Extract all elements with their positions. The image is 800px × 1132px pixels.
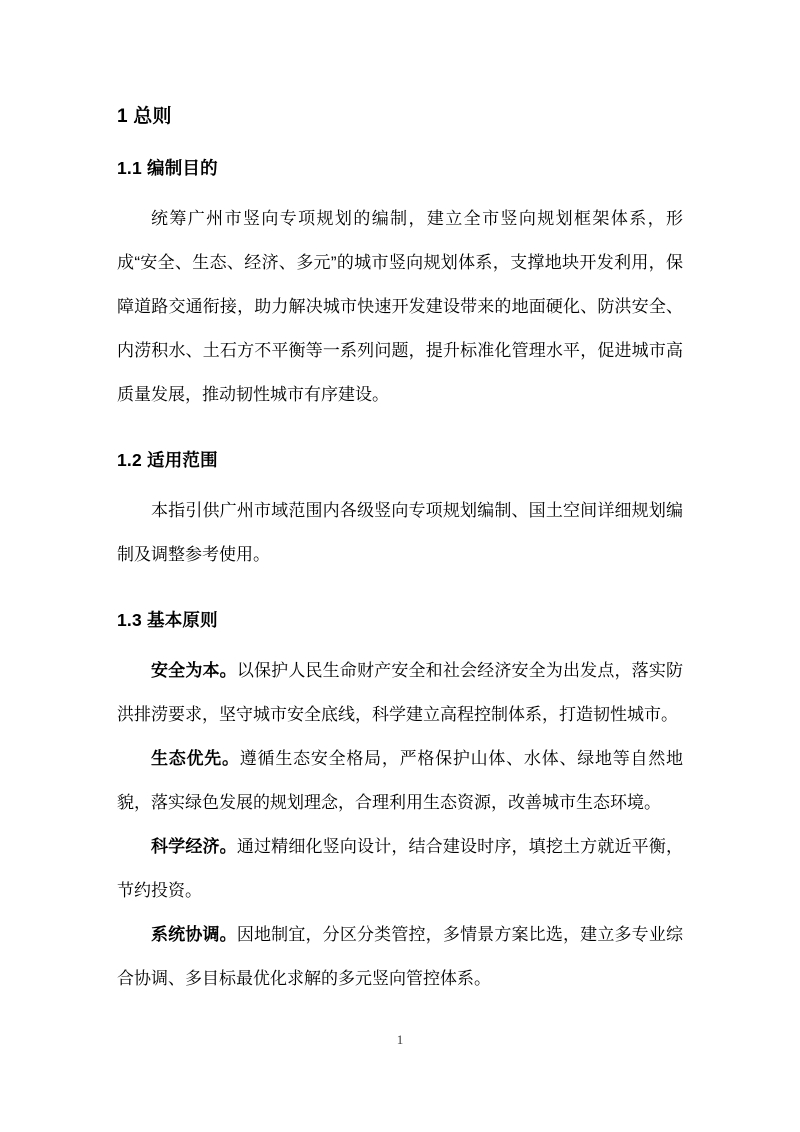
spacer <box>117 180 683 197</box>
section-heading-1-2: 1.2 适用范围 <box>117 450 218 470</box>
spacer <box>117 417 683 448</box>
principle-text: 因地制宜，分区分类管控，多情景方案比选，建立多专业综合协调、多目标最优化求解的多元竖向管控体系。 <box>117 925 684 988</box>
principle-item <box>117 825 683 913</box>
section-heading-1-3: 1.3 基本原则 <box>117 610 218 630</box>
paragraph-scope: 本指引供广州市域范围内各级竖向专项规划编制、国土空间详细规划编制及调整参考使用。 <box>117 501 683 564</box>
page-content <box>117 104 683 1001</box>
section-heading-1-1: 1.1 编制目的 <box>117 158 218 178</box>
spacer <box>117 577 683 608</box>
principle-item <box>117 913 683 1001</box>
principle-text: 通过精细化竖向设计，结合建设时序，填挖土方就近平衡，节约投资。 <box>117 837 684 900</box>
principle-lead: 科学经济。 <box>151 837 237 856</box>
principle-text: 以保护人民生命财产安全和社会经济安全为出发点，落实防洪排涝要求，坚守城市安全底线，科学建立高程控制体系，打造韧性城市。 <box>117 661 684 724</box>
principle-lead: 安全为本。 <box>151 661 237 680</box>
paragraph-purpose: 统筹广州市竖向专项规划的编制，建立全市竖向规划框架体系，形成“安全、生态、经济、多元”的城市竖向规划体系，支撑地块开发利用，保障道路交通衔接，助力解决城市快速开发建设带来的地面硬化、防洪安全、内涝积水、土石方不平衡等一系列问题，提升标准化管理水平，促进城市高质量发展，推动韧性城市有序建设。 <box>117 209 683 404</box>
page-number: 1 <box>396 1032 404 1047</box>
spacer <box>117 472 683 489</box>
principle-text: 遵循生态安全格局，严格保护山体、水体、绿地等自然地貌，落实绿色发展的规划理念，合理利用生态资源，改善城市生态环境。 <box>117 749 684 812</box>
chapter-heading: 1 总则 <box>117 106 172 127</box>
principle-lead: 系统协调。 <box>151 925 237 944</box>
principle-item <box>117 737 683 825</box>
principle-lead: 生态优先。 <box>151 749 240 768</box>
principle-item <box>117 649 683 737</box>
spacer <box>117 632 683 649</box>
spacer <box>117 130 683 156</box>
